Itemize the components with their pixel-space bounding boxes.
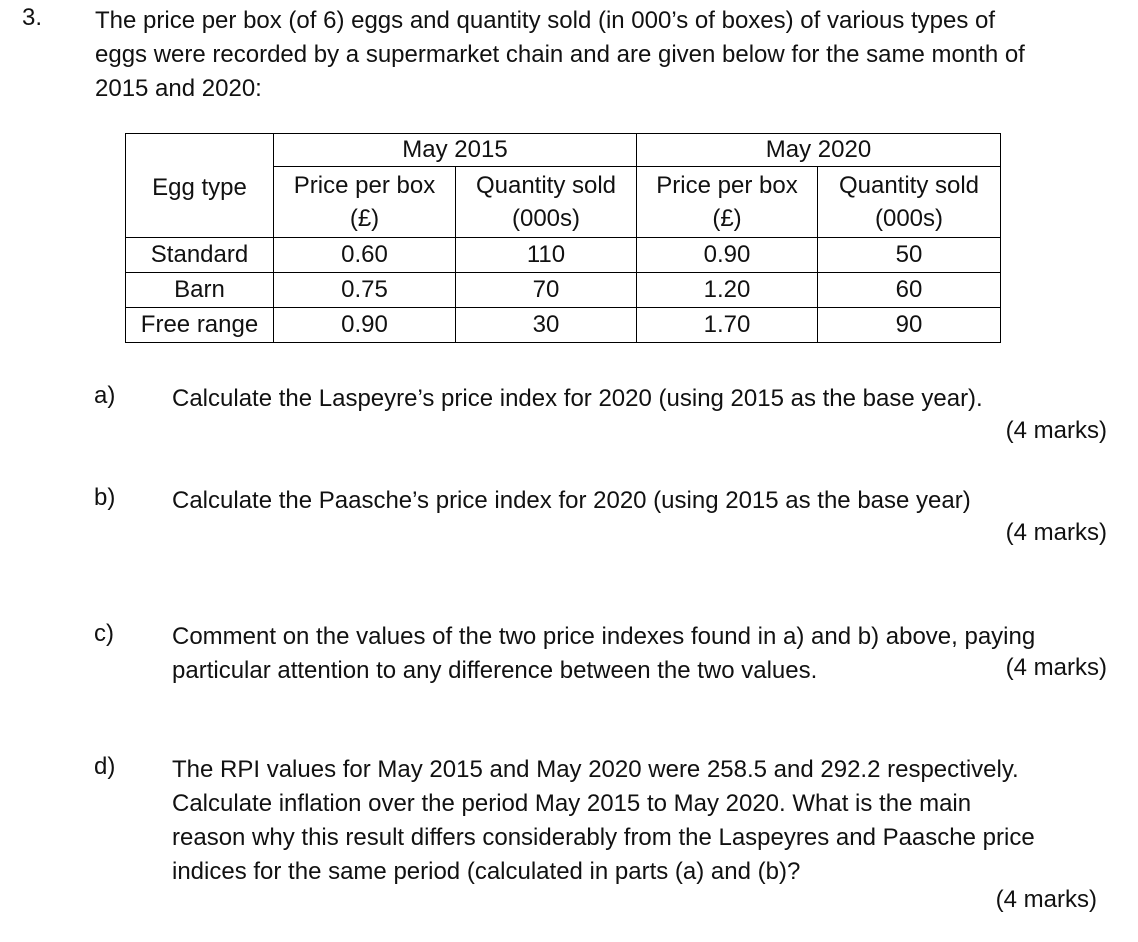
egg-type-header: Egg type: [126, 134, 274, 238]
part-d-line: The RPI values for May 2015 and May 2020 were 258.5 and 292.2 respectively.: [172, 756, 1019, 783]
table-cell: 30: [456, 308, 637, 343]
column-header-unit: (£): [712, 205, 742, 232]
intro-line: eggs were recorded by a supermarket chain and are given below for the same month of: [95, 41, 1025, 68]
column-header-title: Quantity sold: [838, 172, 980, 199]
column-header-unit: (000s): [511, 205, 581, 232]
column-header-title: Quantity sold: [475, 172, 617, 199]
part-b-letter: b): [94, 484, 116, 511]
question-intro: [95, 4, 1105, 106]
table-row: [126, 238, 1001, 273]
part-c-line: Comment on the values of the two price indexes found in a) and b) above, paying: [172, 623, 1036, 650]
table-row: [126, 308, 1001, 343]
intro-line: 2015 and 2020:: [95, 75, 262, 102]
egg-type-cell: Free range: [126, 308, 274, 343]
question-number: 3.: [22, 4, 43, 31]
table-cell: 1.20: [637, 273, 818, 308]
table-cell: 0.60: [274, 238, 456, 273]
part-b-line: Calculate the Paasche’s price index for 2020 (using 2015 as the base year): [172, 487, 971, 514]
table-cell: 0.90: [637, 238, 818, 273]
part-d-marks: (4 marks): [995, 886, 1097, 913]
part-a-text: [172, 382, 1107, 416]
part-a-letter: a): [94, 382, 116, 409]
column-header-unit: (000s): [874, 205, 944, 232]
table-row: [126, 273, 1001, 308]
part-a-marks: (4 marks): [1005, 417, 1107, 444]
table-period-row: [126, 134, 1001, 167]
column-header-title: Price per box: [656, 172, 798, 199]
column-header: [456, 167, 637, 238]
column-header-unit: (£): [349, 205, 380, 232]
part-b-marks: (4 marks): [1005, 519, 1107, 546]
part-b-text: [172, 484, 1107, 518]
part-c-letter: c): [94, 620, 114, 647]
egg-type-cell: Standard: [126, 238, 274, 273]
part-c-line: particular attention to any difference between the two values.: [172, 657, 818, 684]
table-cell: 60: [818, 273, 1001, 308]
table-cell: 0.75: [274, 273, 456, 308]
table-cell: 70: [456, 273, 637, 308]
table-cell: 110: [456, 238, 637, 273]
part-d-letter: d): [94, 753, 116, 780]
part-c-text: [172, 620, 1107, 688]
egg-type-cell: Barn: [126, 273, 274, 308]
egg-price-quantity-table: [125, 133, 1001, 343]
part-d-line: indices for the same period (calculated in parts (a) and (b)?: [172, 858, 801, 885]
part-c-marks: (4 marks): [1005, 654, 1107, 681]
table-cell: 50: [818, 238, 1001, 273]
table-cell: 0.90: [274, 308, 456, 343]
part-d-text: [172, 753, 1107, 889]
column-header: [274, 167, 456, 238]
column-header: [818, 167, 1001, 238]
period-header-2020: May 2020: [637, 134, 1001, 167]
column-header-title: Price per box: [293, 172, 436, 199]
column-header: [637, 167, 818, 238]
table-cell: 90: [818, 308, 1001, 343]
intro-line: The price per box (of 6) eggs and quantity sold (in 000’s of boxes) of various types of: [95, 7, 996, 34]
part-d-line: reason why this result differs considerably from the Laspeyres and Paasche price: [172, 824, 1035, 851]
period-header-2015: May 2015: [274, 134, 637, 167]
part-a-line: Calculate the Laspeyre’s price index for 2020 (using 2015 as the base year).: [172, 385, 983, 412]
table-cell: 1.70: [637, 308, 818, 343]
part-d-line: Calculate inflation over the period May 2015 to May 2020. What is the main: [172, 790, 972, 817]
